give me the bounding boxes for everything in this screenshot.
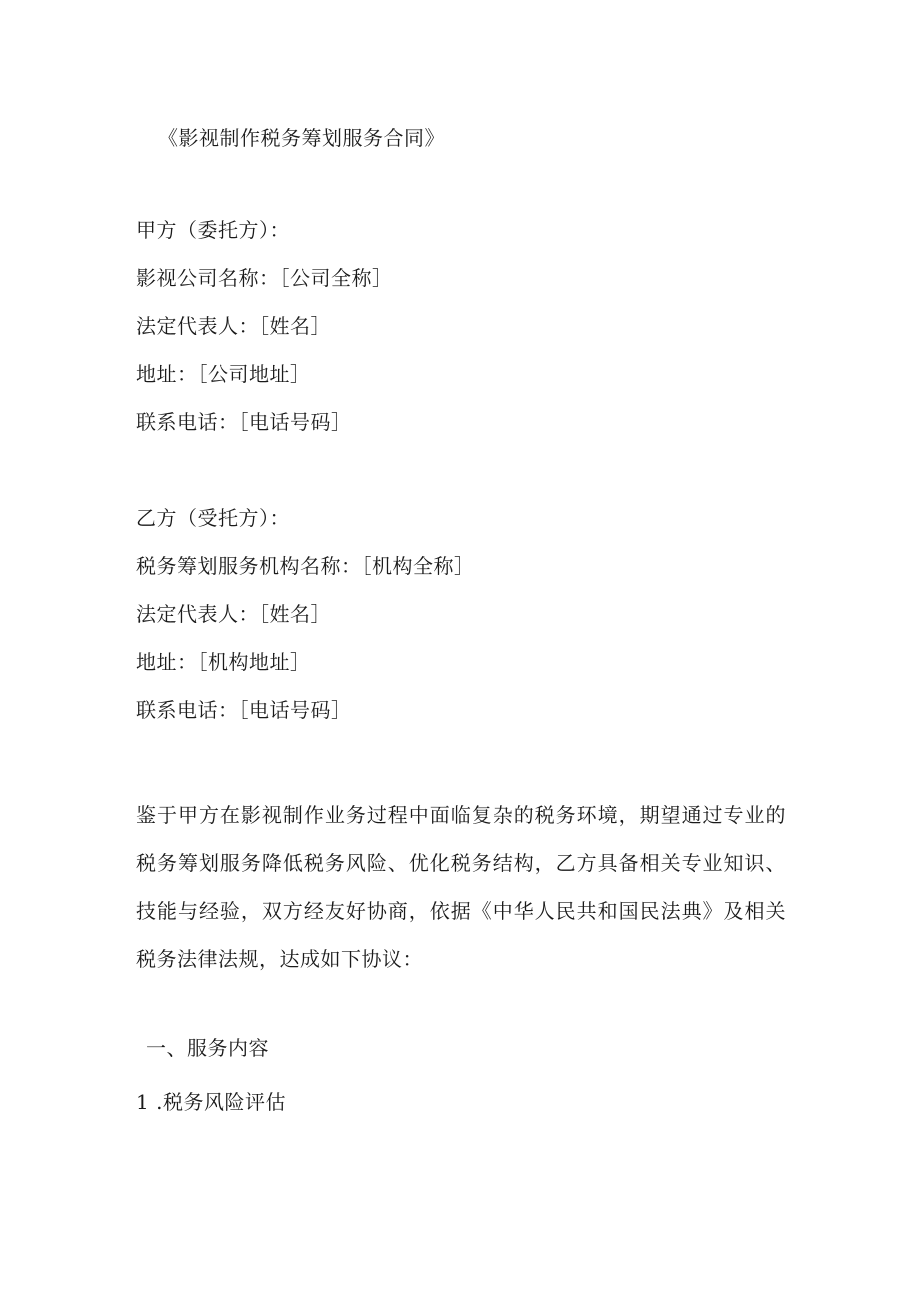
party-b-heading: 乙方（受托方）： [136,506,290,530]
party-a-company: 影视公司名称：［公司全称］ [136,266,393,290]
preamble-paragraph: 鉴于甲方在影视制作业务过程中面临复杂的税务环境，期望通过专业的税务筹划服务降低税务风险、优化税务结构，乙方具备相关专业知识、技能与经验，双方经友好协商，依据《中华人民共和国民法典》及相关税务法律法规，达成如下协议： [136,803,786,971]
party-b-phone: 联系电话：［电话号码］ [136,698,352,722]
contract-title: 《影视制作税务筹划服务合同》 [158,126,445,150]
party-a-phone: 联系电话：［电话号码］ [136,410,352,434]
party-a-heading: 甲方（委托方）： [136,218,290,242]
party-b-company: 税务筹划服务机构名称：［机构全称］ [136,554,475,578]
party-a-representative: 法定代表人：［姓名］ [136,314,331,338]
section-item-tax-risk-assessment: 1 .税务风险评估 [136,1090,286,1114]
section-heading-service-content: 一、服务内容 [146,1036,269,1060]
party-b-representative: 法定代表人：［姓名］ [136,602,331,626]
party-a-address: 地址：［公司地址］ [136,362,311,386]
party-b-address: 地址：［机构地址］ [136,650,311,674]
